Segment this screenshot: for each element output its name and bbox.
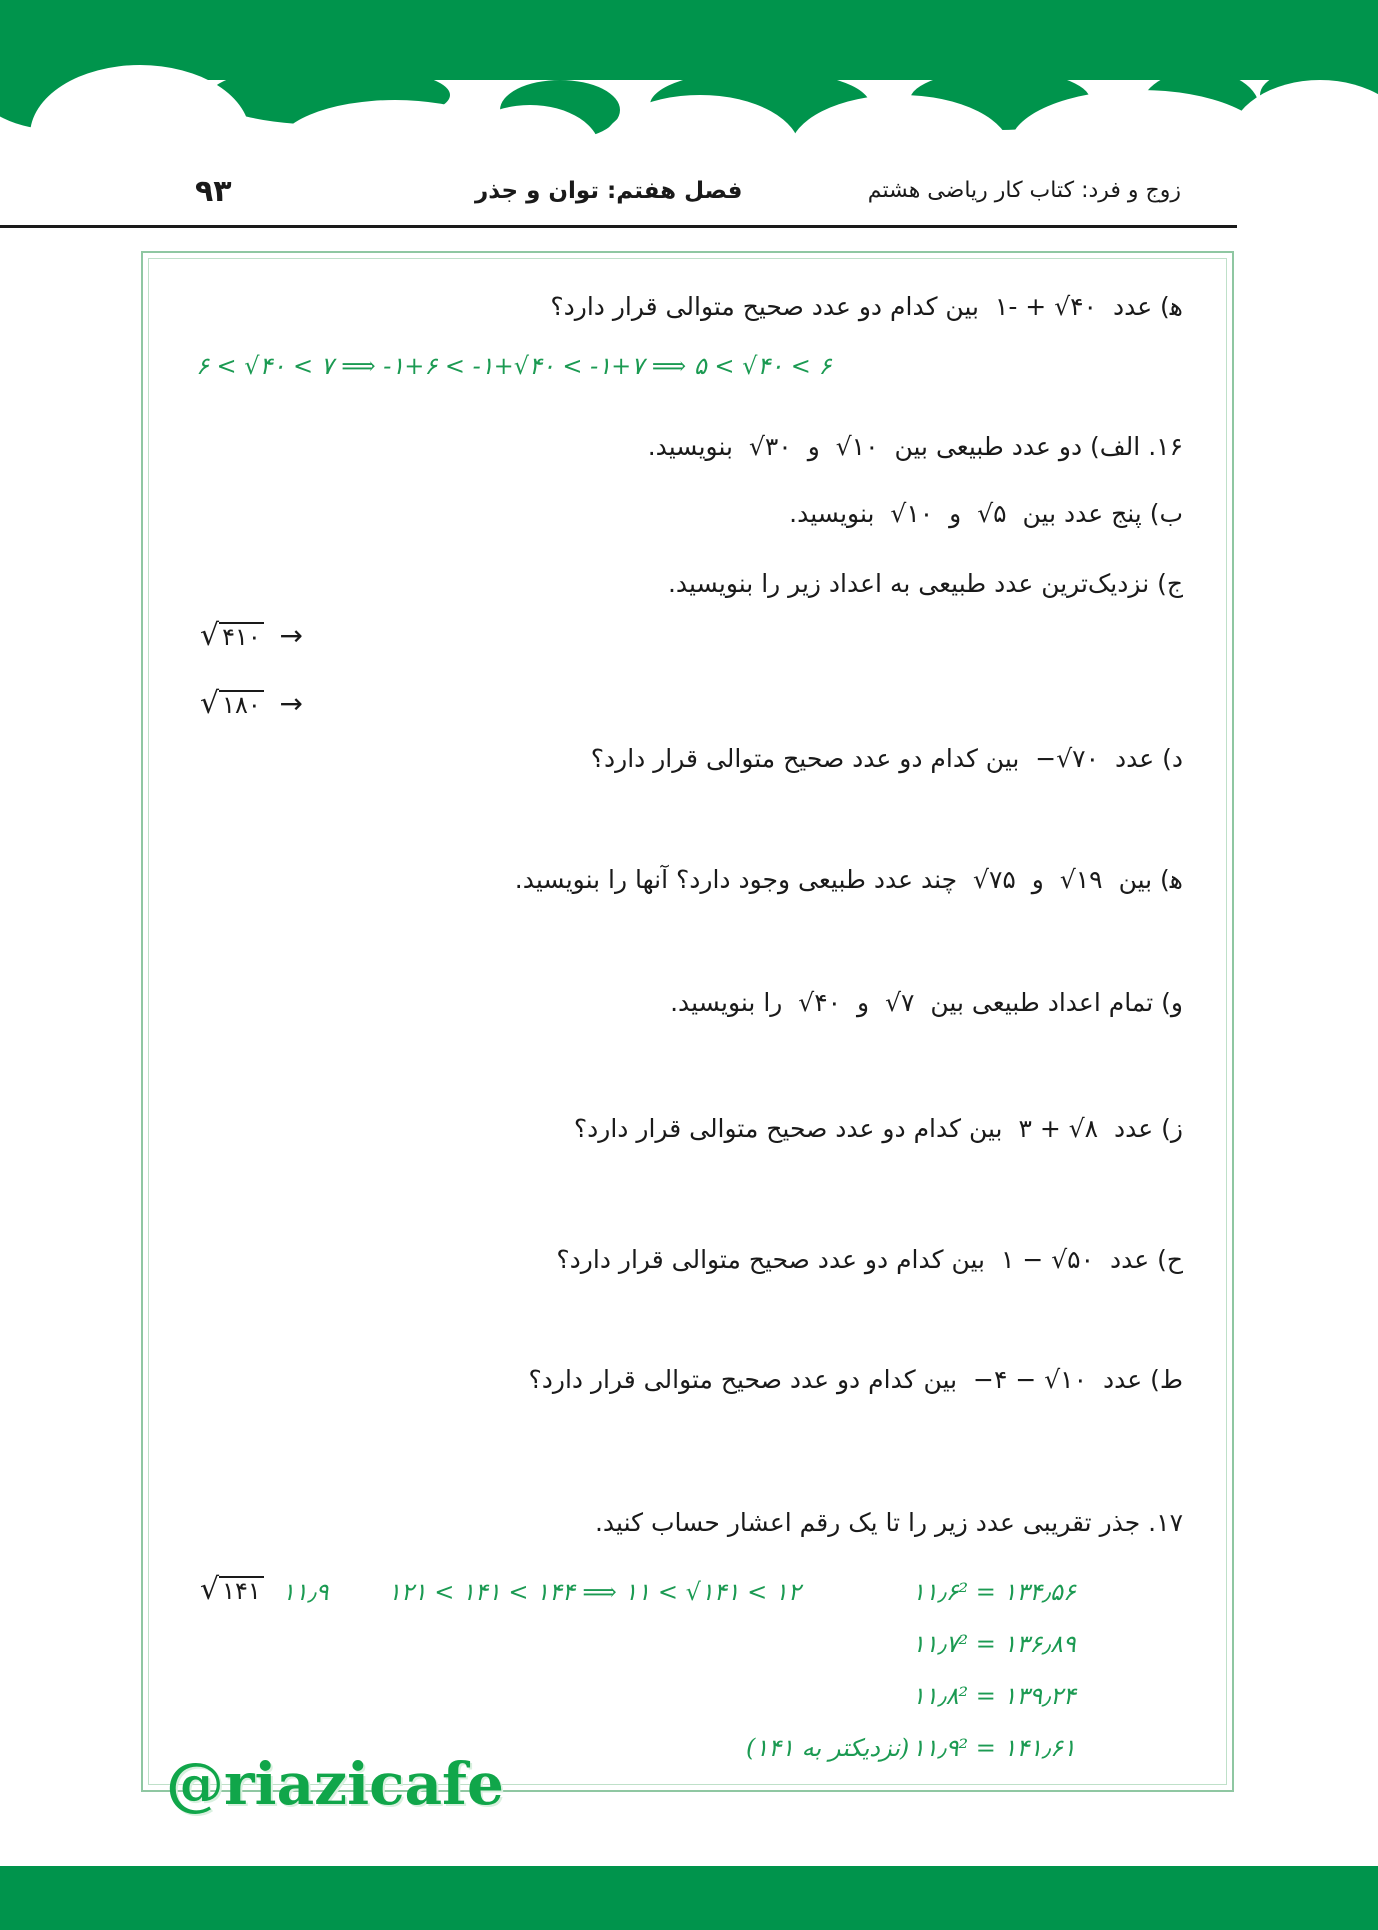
question-text: چند عدد طبیعی وجود دارد؟ آنها را بنویسید. xyxy=(514,865,958,894)
question-16f xyxy=(670,986,1183,1020)
radicand: ۴۱۰ xyxy=(219,622,264,650)
question-text: را بنویسید. xyxy=(670,988,783,1017)
question-text: ح) عدد xyxy=(1109,1245,1183,1274)
question-text: و) تمام اعداد طبیعی بین xyxy=(930,988,1183,1017)
q17-radical: √ ۱۴۱ xyxy=(200,1572,264,1607)
question-16b xyxy=(789,497,1183,531)
math-expression: √۷۵ xyxy=(973,865,1016,894)
radicand: ۱۴۱ xyxy=(219,1576,264,1604)
question-text: بین کدام دو عدد صحیح متوالی قرار دارد؟ xyxy=(528,1365,958,1394)
question-text: بنویسید. xyxy=(647,432,733,461)
chapter-title: فصل هفتم: توان و جذر xyxy=(475,178,743,204)
watermark-logo: @riazicafe xyxy=(166,1750,504,1818)
handwritten-trial: ۱۱٫۸² = ۱۳۹٫۲۴ xyxy=(912,1682,1076,1710)
question-16c xyxy=(668,567,1183,601)
question-text: ۱۶. الف) دو عدد طبیعی بین xyxy=(894,432,1183,461)
arrow-icon: → xyxy=(279,687,303,720)
list-item: √ ۱۸۰ → xyxy=(200,686,303,721)
math-expression: −۴ − √۱۰ xyxy=(973,1365,1088,1394)
question-16i xyxy=(528,1363,1183,1397)
handwritten-note: (نزدیکتر به ۱۴۱) xyxy=(746,1734,910,1762)
handwritten-trial: ۱۱٫۶² = ۱۳۴٫۵۶ xyxy=(912,1578,1076,1606)
math-expression: √۱۰ xyxy=(890,499,934,528)
handwritten-answer-17: ۱۱٫۹ xyxy=(282,1578,329,1606)
book-title: زوج و فرد: کتاب کار ریاضی هشتم xyxy=(867,178,1181,203)
footer-bar xyxy=(0,1866,1378,1930)
question-text: بین کدام دو عدد صحیح متوالی قرار دارد؟ xyxy=(590,744,1020,773)
handwritten-bound-17: ۱۲۱ < ۱۴۱ < ۱۴۴ ⟹ ۱۱ < √۱۴۱ < ۱۲ xyxy=(388,1578,801,1606)
question-text: ط) عدد xyxy=(1103,1365,1183,1394)
content-frame xyxy=(141,251,1234,1792)
handwritten-answer-15h: ۶ < √۴۰ < ۷ ⟹ -۱+۶ < -۱+√۴۰ < -۱+۷ ⟹ ۵ < √۴۰ < ۶ xyxy=(196,352,832,380)
math-expression: √۷ xyxy=(885,988,915,1017)
question-text: ﻫ) عدد xyxy=(1112,292,1183,321)
question-text: بین کدام دو عدد صحیح متوالی قرار دارد؟ xyxy=(556,1245,986,1274)
conjunction: و xyxy=(807,432,820,461)
question-text: ﻫ) بین xyxy=(1118,865,1183,894)
question-16a xyxy=(648,430,1183,464)
question-16g xyxy=(574,1112,1183,1146)
question-text: بین کدام دو عدد صحیح متوالی قرار دارد؟ xyxy=(573,1114,1003,1143)
math-expression: √۳۰ xyxy=(748,432,792,461)
math-expression: √۱۹ xyxy=(1059,865,1103,894)
math-expression: √۱۰ xyxy=(835,432,879,461)
conjunction: و xyxy=(949,499,962,528)
radicand: ۱۸۰ xyxy=(219,690,264,718)
math-expression: −√۷۰ xyxy=(1035,744,1100,773)
conjunction: و xyxy=(1031,865,1044,894)
question-16h xyxy=(556,1243,1183,1277)
question-text: ج) نزدیک‌ترین عدد طبیعی به اعداد زیر را بنویسید. xyxy=(667,569,1183,598)
math-expression: ۱- + √۴۰ xyxy=(994,292,1097,321)
page-number: ۹۳ xyxy=(195,174,232,209)
header-divider xyxy=(0,225,1237,228)
question-text: بنویسید. xyxy=(789,499,875,528)
math-expression: ۱ − √۵۰ xyxy=(1000,1245,1095,1274)
header-cloud-banner xyxy=(0,0,1378,170)
arrow-icon: → xyxy=(279,619,303,652)
math-expression: ۳ + √۸ xyxy=(1018,1114,1099,1143)
handwritten-trial: ۱۱٫۹² = ۱۴۱٫۶۱ xyxy=(912,1734,1076,1762)
math-expression: √۵ xyxy=(977,499,1007,528)
question-16d xyxy=(591,742,1183,776)
math-expression: √۴۰ xyxy=(798,988,842,1017)
list-item: √ ۴۱۰ → xyxy=(200,618,303,653)
question-text: ب) پنج عدد بین xyxy=(1022,499,1183,528)
question-text: ز) عدد xyxy=(1114,1114,1183,1143)
conjunction: و xyxy=(857,988,870,1017)
question-15h xyxy=(550,290,1183,324)
question-text: د) عدد xyxy=(1114,744,1183,773)
question-17 xyxy=(595,1506,1183,1540)
question-text: بین کدام دو عدد صحیح متوالی قرار دارد؟ xyxy=(550,292,979,321)
handwritten-trial: ۱۱٫۷² = ۱۳۶٫۸۹ xyxy=(912,1630,1076,1658)
question-16e xyxy=(515,863,1183,897)
question-text: ۱۷. جذر تقریبی عدد زیر را تا یک رقم اعشار حساب کنید. xyxy=(594,1508,1183,1537)
